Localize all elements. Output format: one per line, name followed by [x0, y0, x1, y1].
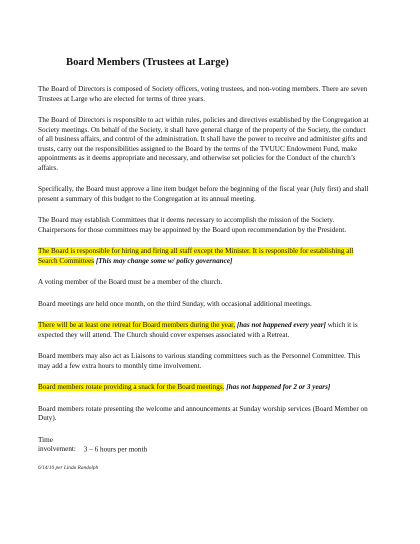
paragraph-composition: The Board of Directors is composed of Society officers, voting trustees, and non-voting members. There are seven Trustees at Large who are elected for terms of three years.: [38, 85, 368, 103]
time-involvement-label: Time involvement:: [38, 435, 76, 453]
highlighted-text: There will be at least one retreat for Board members during the year,: [38, 321, 236, 329]
page-title: Board Members (Trustees at Large): [66, 57, 229, 68]
paragraph-committees: The Board may establish Committees that it deems necessary to accomplish the mission of the Society. Chairpersons for those committees may be appointed by the Board upon recommendation by the President.: [38, 216, 346, 234]
paragraph-meetings: Board meetings are held once month, on the third Sunday, with occasional additional meetings.: [38, 299, 312, 308]
paragraph-budget: Specifically, the Board must approve a line item budget before the beginning of the fiscal year (July first) and shall present a summary of this budget to the Congregation at its annual meeting.: [38, 185, 369, 203]
annotation-note: [This may change some w/ policy governance]: [95, 256, 233, 265]
paragraph-snack: [38, 383, 372, 393]
annotation-note: [has not happened for 2 or 3 years]: [226, 383, 331, 391]
highlighted-text: Board members rotate providing a snack for the Board meetings.: [38, 383, 225, 391]
time-involvement-value: 3 – 6 hours per month: [83, 445, 148, 453]
paragraph-hiring: [38, 247, 372, 266]
paragraph-liaisons: Board members may also act as Liaisons to various standing committees such as the Personnel Committee. This may add a few extra hours to monthly time involvement.: [38, 352, 361, 370]
footer-note: 6/14/10 per Linda Randolph: [38, 464, 99, 471]
time-involvement: [38, 436, 372, 455]
paragraph-retreat: [38, 321, 372, 340]
highlighted-text: The Board is responsible for hiring and firing all staff except the Minister. It is responsible for establishing all Search Committees: [38, 247, 354, 265]
paragraph-text: which it is expected they will attend. The Church should cover expenses associated with a Retreat.: [38, 321, 358, 339]
paragraph-welcome: Board members rotate presenting the welcome and announcements at Sunday worship services (Board Member on Duty).: [38, 404, 368, 422]
paragraph-membership: A voting member of the Board must be a member of the church.: [38, 278, 223, 286]
paragraph-responsibilities: The Board of Directors is responsible to act within rules, policies and directives established by the Congregation at Society meetings. On behalf of the Society, it shall have general charge of the property of the Society, the conduct of all business affairs, and control of the administration. It shall have the power to receive and administer gifts and trusts, carry out the responsibilities assigned to the Board by the terms of the TVUUC Endowment Fund, make appointments as it deems appropriate and necessary, and otherwise set policies for the Conduct of the church’s affairs.: [38, 116, 369, 172]
annotation-note: [has not happened every year]: [236, 321, 326, 329]
